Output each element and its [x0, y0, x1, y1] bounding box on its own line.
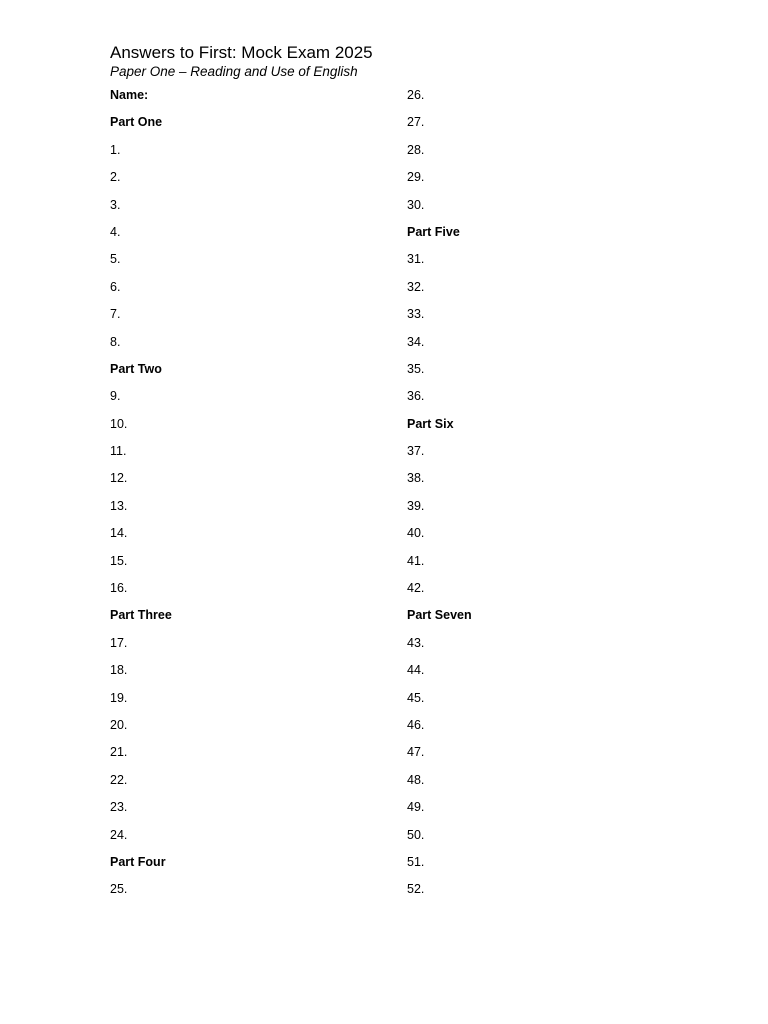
answer-line: 34. — [407, 334, 425, 349]
section-heading: Part Three — [110, 608, 172, 623]
answer-line: 26. — [407, 88, 425, 102]
answer-line: 6. — [110, 279, 121, 294]
answer-line: 19. — [110, 690, 128, 705]
answer-line: 29. — [407, 170, 425, 185]
answer-line: 20. — [110, 717, 128, 732]
answer-line: 48. — [407, 772, 425, 787]
answer-line: 27. — [407, 115, 425, 130]
answer-line: 18. — [110, 663, 128, 678]
answer-line: 24. — [110, 827, 128, 842]
answer-line: 45. — [407, 690, 425, 705]
answer-line: 11. — [110, 444, 127, 459]
answer-line: 10. — [110, 416, 128, 431]
answer-line: 43. — [407, 635, 425, 650]
answer-line: 36. — [407, 389, 425, 404]
answer-line: 23. — [110, 800, 128, 815]
answer-line: 28. — [407, 142, 425, 157]
answer-line: 37. — [407, 444, 425, 459]
answer-line: 7. — [110, 307, 121, 322]
answer-line: 44. — [407, 663, 425, 678]
section-heading: Part Six — [407, 416, 454, 431]
answer-line: 51. — [407, 854, 425, 869]
answer-line: 32. — [407, 279, 425, 294]
answer-line: 14. — [110, 526, 128, 541]
answer-line: 33. — [407, 307, 425, 322]
section-heading: Part Five — [407, 224, 460, 239]
answer-line: 38. — [407, 471, 425, 486]
answer-line: 4. — [110, 224, 121, 239]
answer-line: 22. — [110, 772, 128, 787]
answer-line: 3. — [110, 197, 121, 212]
answer-column-left — [110, 84, 390, 906]
answer-line: 35. — [407, 361, 425, 376]
answer-line: 50. — [407, 827, 425, 842]
answer-line: 15. — [110, 553, 128, 568]
section-heading: Part Seven — [407, 608, 472, 623]
answer-line: 16. — [110, 581, 128, 596]
document-subtitle: Paper One – Reading and Use of English — [110, 64, 358, 79]
answer-line: 49. — [407, 800, 425, 815]
section-heading: Part One — [110, 115, 163, 130]
answer-line: 13. — [110, 498, 128, 513]
answer-line: 40. — [407, 526, 425, 541]
section-heading: Part Two — [110, 361, 162, 376]
answer-line: 52. — [407, 882, 425, 897]
answer-line: 8. — [110, 334, 121, 349]
answer-line: 39. — [407, 498, 425, 513]
answer-line: 12. — [110, 471, 128, 486]
section-heading: Part Four — [110, 854, 166, 869]
answer-line: 5. — [110, 252, 121, 267]
answer-line: 9. — [110, 389, 121, 404]
answer-line: 1. — [110, 142, 121, 157]
document-title: Answers to First: Mock Exam 2025 — [110, 43, 373, 62]
answer-line: 17. — [110, 635, 128, 650]
answer-line: 21. — [110, 745, 128, 760]
answer-line: 46. — [407, 717, 425, 732]
answer-line: 42. — [407, 581, 425, 596]
answer-line: 2. — [110, 170, 121, 185]
answer-line: 25. — [110, 882, 128, 897]
answer-column-right — [407, 84, 687, 906]
answer-line: 31. — [407, 252, 425, 267]
section-heading: Name: — [110, 88, 149, 102]
answer-line: 41. — [407, 553, 425, 568]
answer-line: 30. — [407, 197, 425, 212]
answer-line: 47. — [407, 745, 425, 760]
